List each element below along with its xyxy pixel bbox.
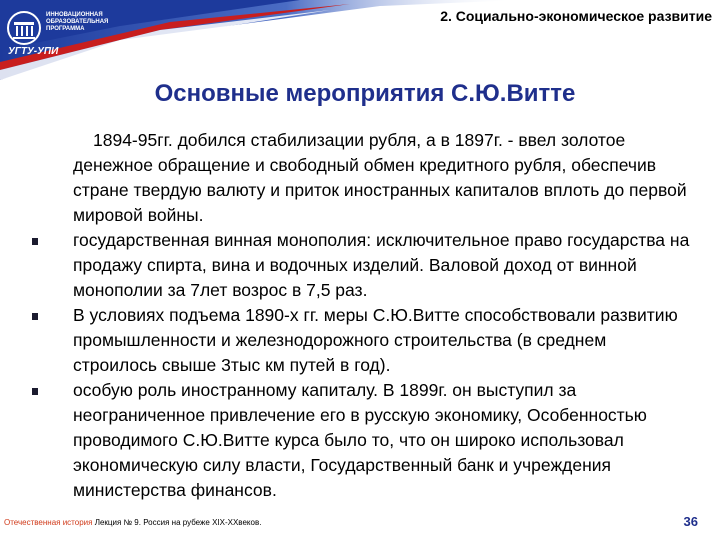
logo-badge: УГТУ-УПИ — [8, 46, 59, 57]
bullet-text: В условиях подъема 1890-х гг. меры С.Ю.Витте способствовали развитию промышленности и железнодорожного строительства (в среднем строилось свыше 3тыс км путей в год). — [73, 305, 678, 375]
bullet-item — [32, 378, 692, 503]
bullet-item — [32, 303, 692, 378]
logo-text — [46, 12, 116, 33]
page-number: 36 — [683, 514, 698, 529]
section-heading: 2. Социально-экономическое развитие — [440, 8, 712, 24]
paragraph-intro: 1894-95гг. добился стабилизации рубля, а в 1897г. - ввел золотое денежное обращение и свободный обмен кредитного рубля, обеспечив стране твердую валюту и приток иностранных капиталов вплоть до первой мировой войны. — [73, 130, 687, 225]
slide-title: Основные мероприятия С.Ю.Витте — [154, 80, 576, 107]
bullet-text: государственная винная монополия: исключительное право государства на продажу спирта, вина и водочных изделий. Валовой доход от винной монополии за 7лет возрос в 7,5 раз. — [73, 230, 690, 300]
bullet-square-icon — [32, 313, 38, 320]
logo-line-1: ИННОВАЦИОННАЯ — [46, 12, 103, 18]
bullet-square-icon — [32, 388, 38, 395]
footer — [4, 518, 261, 527]
slide-content — [32, 128, 692, 503]
footer-subject: Отечественная история — [4, 518, 93, 527]
bullet-item — [32, 228, 692, 303]
university-logo — [6, 4, 116, 66]
bullet-text: особую роль иностранному капиталу. В 1899г. он выступил за неограниченное привлечение его в русскую экономику, Особенностью проводимого С.Ю.Витте курса было то, что он широко использовал экономическую силу власти, Государственный банк и учреждения министерства финансов. — [73, 380, 647, 500]
logo-line-2: ОБРАЗОВАТЕЛЬНАЯ — [46, 19, 109, 25]
footer-lecture: Лекция № 9. Россия на рубеже XIX-XXвеков. — [94, 518, 262, 527]
bullet-square-icon — [32, 238, 38, 245]
logo-line-3: ПРОГРАММА — [46, 26, 85, 32]
